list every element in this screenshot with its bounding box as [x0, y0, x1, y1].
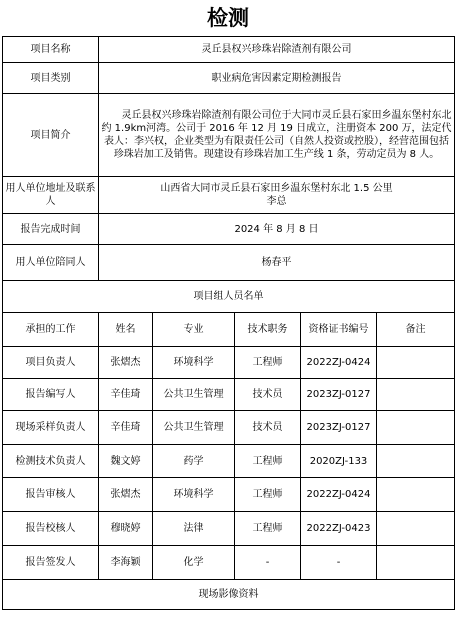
- team-header-note: 备注: [377, 313, 455, 347]
- project-type-label: 项目类别: [3, 63, 99, 94]
- site-photos-section-title: 现场影像资料: [3, 580, 455, 610]
- member-cert: 2022ZJ-0424: [301, 347, 377, 379]
- member-role: 报告签发人: [3, 546, 99, 580]
- member-title: 技术员: [235, 411, 301, 445]
- member-note: [377, 512, 455, 546]
- member-title: 技术员: [235, 379, 301, 411]
- member-cert: 2022ZJ-0424: [301, 478, 377, 512]
- team-header-title: 技术职务: [235, 313, 301, 347]
- member-note: [377, 347, 455, 379]
- member-name: 张熠杰: [99, 478, 153, 512]
- member-name: 穆晓婷: [99, 512, 153, 546]
- member-major: 法律: [153, 512, 235, 546]
- team-header-major: 专业: [153, 313, 235, 347]
- member-role: 报告审核人: [3, 478, 99, 512]
- table-row: [3, 411, 455, 445]
- row-footer-section: [3, 580, 455, 610]
- member-title: 工程师: [235, 478, 301, 512]
- member-cert: 2022ZJ-0423: [301, 512, 377, 546]
- table-row: [3, 379, 455, 411]
- project-intro-cell: [99, 94, 455, 177]
- member-name: 魏文婷: [99, 445, 153, 478]
- escort-value: 杨春平: [99, 245, 455, 281]
- member-note: [377, 546, 455, 580]
- member-role: 项目负责人: [3, 347, 99, 379]
- member-role: 检测技术负责人: [3, 445, 99, 478]
- member-note: [377, 379, 455, 411]
- member-major: 环境科学: [153, 478, 235, 512]
- member-major: 药学: [153, 445, 235, 478]
- member-title: 工程师: [235, 347, 301, 379]
- table-row: [3, 478, 455, 512]
- table-row: [3, 512, 455, 546]
- project-name-value: 灵丘县权兴珍珠岩除渣剂有限公司: [99, 37, 455, 63]
- project-intro-value: 灵丘县权兴珍珠岩除渣剂有限公司位于大同市灵丘县石家田乡温东堡村东北约 1.9km河湾。公司于 2016 年 12 月 19 日成立，注册资本 200 万，法定代表人：李兴权，企业类型为有限责任公司（自然人投资或控股），经营范围包括珍珠岩加工及销售。现建设有珍珠岩加工生产线 1 条，劳动定员为 8 人。: [101, 110, 452, 160]
- project-type-value: 职业病危害因素定期检测报告: [99, 63, 455, 94]
- member-note: [377, 478, 455, 512]
- member-name: 辛佳琦: [99, 379, 153, 411]
- table-row: [3, 445, 455, 478]
- member-cert: 2023ZJ-0127: [301, 379, 377, 411]
- member-name: 辛佳琦: [99, 411, 153, 445]
- project-intro-label: 项目简介: [3, 94, 99, 177]
- row-team-title: [3, 281, 455, 313]
- employer-address-value: 山西省大同市灵丘县石家田乡温东堡村东北 1.5 公里: [160, 183, 393, 194]
- row-project-name: [3, 37, 455, 63]
- member-major: 公共卫生管理: [153, 411, 235, 445]
- row-project-type: [3, 63, 455, 94]
- table-row: [3, 347, 455, 379]
- page-title: 检测: [207, 6, 249, 30]
- project-name-label: 项目名称: [3, 37, 99, 63]
- employer-contact-value: 李总: [266, 196, 287, 207]
- member-role: 报告编写人: [3, 379, 99, 411]
- row-escort: [3, 245, 455, 281]
- member-name: 张熠杰: [99, 347, 153, 379]
- member-title: -: [235, 546, 301, 580]
- member-cert: 2020ZJ-133: [301, 445, 377, 478]
- row-project-intro: [3, 94, 455, 177]
- member-role: 报告校核人: [3, 512, 99, 546]
- table-row: [3, 546, 455, 580]
- member-major: 公共卫生管理: [153, 379, 235, 411]
- escort-label: 用人单位陪同人: [3, 245, 99, 281]
- team-section-title: 项目组人员名单: [3, 281, 455, 313]
- member-cert: 2023ZJ-0127: [301, 411, 377, 445]
- member-title: 工程师: [235, 445, 301, 478]
- member-major: 化学: [153, 546, 235, 580]
- report-table: [2, 36, 455, 610]
- report-date-value: 2024 年 8 月 8 日: [99, 214, 455, 245]
- member-role: 现场采样负责人: [3, 411, 99, 445]
- team-header-row: [3, 313, 455, 347]
- employer-address-label: 用人单位地址及联系人: [3, 177, 99, 214]
- member-major: 环境科学: [153, 347, 235, 379]
- member-cert: -: [301, 546, 377, 580]
- report-date-label: 报告完成时间: [3, 214, 99, 245]
- row-employer-address: [3, 177, 455, 214]
- member-title: 工程师: [235, 512, 301, 546]
- team-header-name: 姓名: [99, 313, 153, 347]
- row-report-date: [3, 214, 455, 245]
- member-name: 李海颖: [99, 546, 153, 580]
- employer-address-cell: [99, 177, 455, 214]
- team-header-role: 承担的工作: [3, 313, 99, 347]
- team-header-cert: 资格证书编号: [301, 313, 377, 347]
- member-note: [377, 411, 455, 445]
- member-note: [377, 445, 455, 478]
